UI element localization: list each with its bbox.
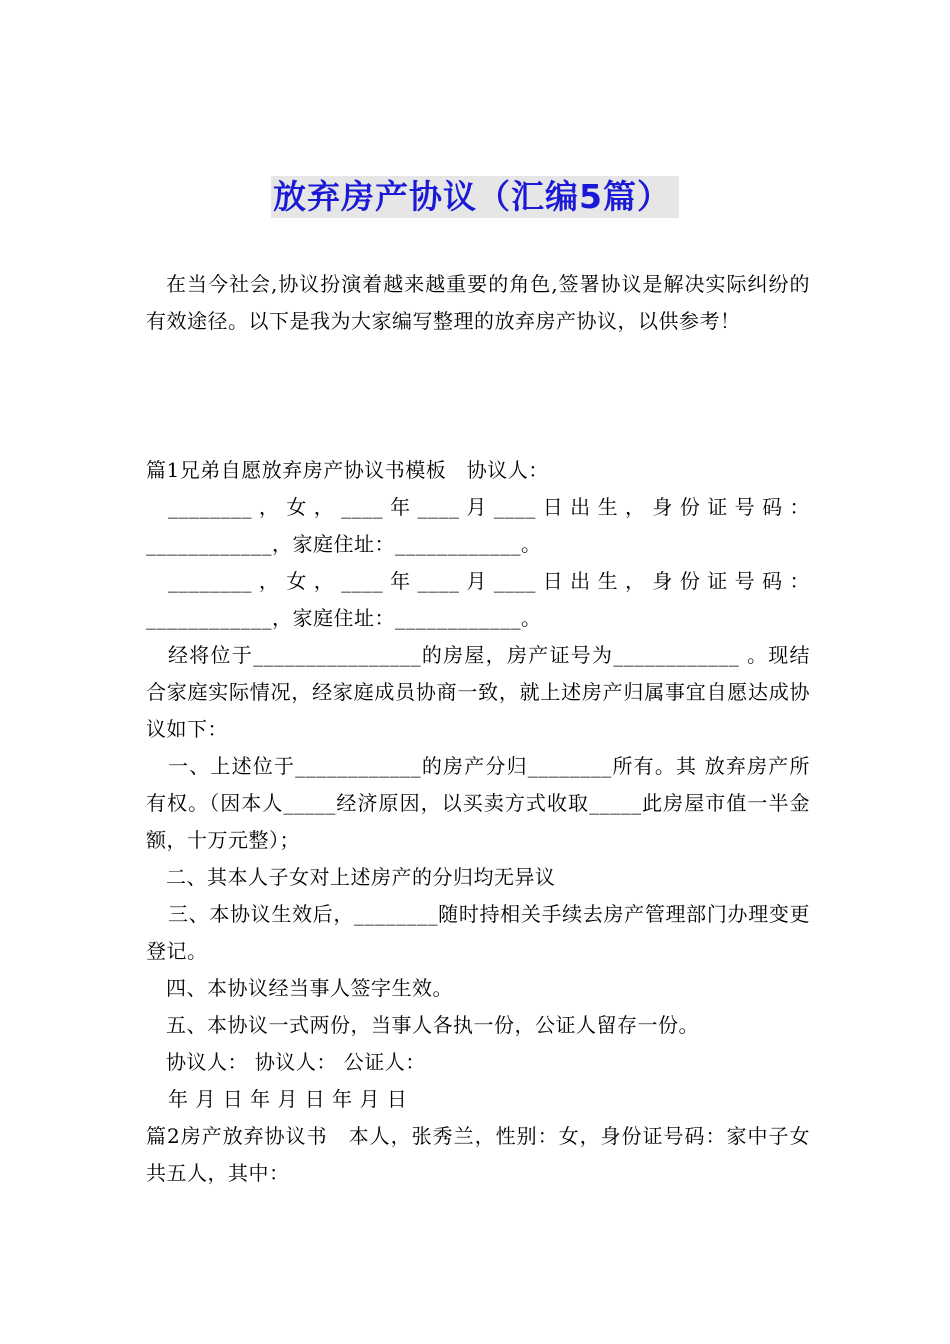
agreement-body [146, 452, 810, 1192]
title-container [0, 176, 950, 218]
clause-5: 五、本协议一式两份，当事人各执一份，公证人留存一份。 [166, 1013, 699, 1037]
party-a-line: ________，女，____年____月____日出生，身份证号码：____________，家庭住址：____________。 [146, 495, 810, 556]
signature-labels: 协议人： 协议人： 公证人： [166, 1050, 426, 1074]
clause-1: 一、上述位于____________的房产分归________所有。其 放弃房产所有权。（因本人_____经济原因，以买卖方式收取_____此房屋市值一半金额，十万元整）； [146, 754, 810, 852]
intro-paragraph: 在当今社会,协议扮演着越来越重要的角色,签署协议是解决实际纠纷的有效途径。以下是我为大家编写整理的放弃房产协议，以供参考！ [146, 272, 810, 333]
property-statement: 经将位于________________的房屋，房产证号为____________ 。现结合家庭实际情况，经家庭成员协商一致，就上述房产归属事宜自愿达成协议如下： [146, 643, 810, 741]
signature-dates: 年 月 日 年 月 日 年 月 日 [168, 1087, 408, 1111]
clause-2: 二、其本人子女对上述房产的分归均无异议 [166, 865, 556, 889]
clause-3: 三、本协议生效后，________随时持相关手续去房产管理部门办理变更登记。 [146, 902, 810, 963]
section-heading-2: 篇2房产放弃协议书 本人，张秀兰，性别：女，身份证号码：家中子女共五人，其中： [146, 1124, 810, 1185]
section-heading-1: 篇1兄弟自愿放弃房产协议书模板 协议人： [146, 458, 549, 482]
document-title: 放弃房产协议（汇编5篇） [271, 176, 679, 218]
intro-section [146, 266, 810, 340]
party-b-line: ________，女，____年____月____日出生，身份证号码：____________，家庭住址：____________。 [146, 569, 810, 630]
clause-4: 四、本协议经当事人签字生效。 [166, 976, 453, 1000]
